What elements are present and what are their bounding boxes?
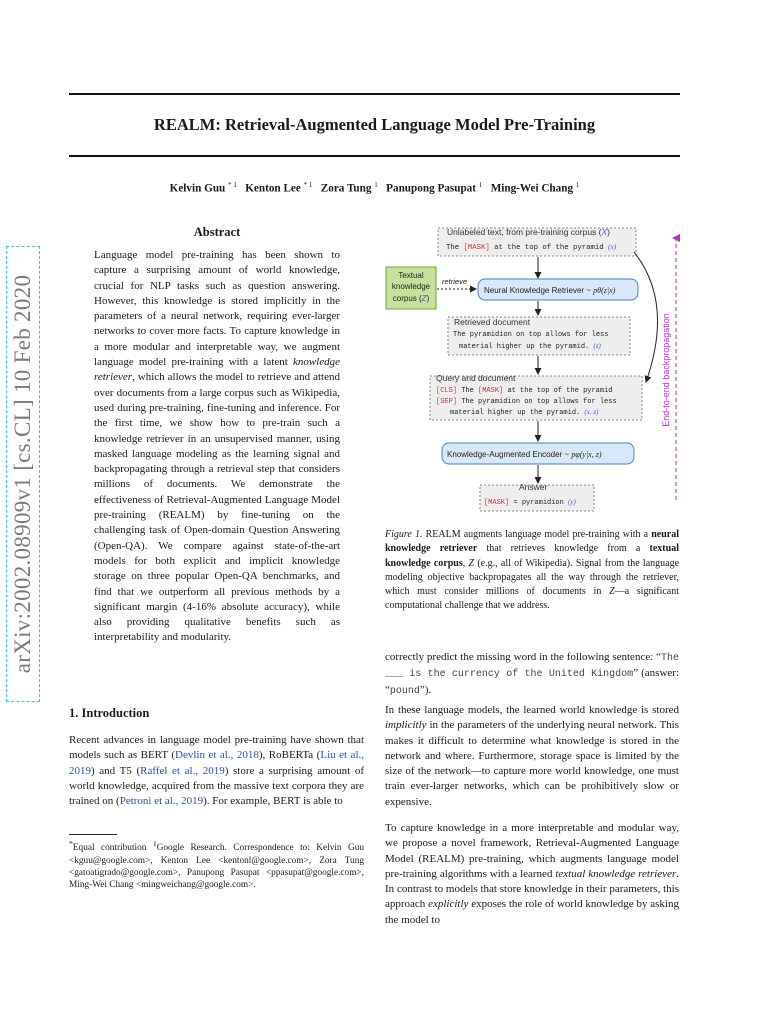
citation-link[interactable]: Devlin et al., 2018: [175, 749, 259, 762]
paragraph-text: To capture knowledge in a more interpretable and modular way, we propose a novel framework, Retrieval-Augmented Language Model (REALM) pre-training, which augments language model pre-training algorithms with a learned: [385, 822, 679, 880]
paragraph-text: exposes the role of world knowledge by asking the model to: [385, 898, 679, 926]
retrieved-document-label: Retrieved document: [454, 317, 531, 327]
footnote-mark: 1: [152, 839, 157, 848]
right-paragraph-1: [385, 650, 679, 699]
answer-label: Answer: [519, 482, 548, 492]
caption-variable: Z: [468, 557, 475, 569]
caption-text: —a significant computational challenge that we address.: [385, 586, 679, 612]
paragraph-text: ”).: [419, 683, 432, 696]
author-name: Ming-Wei Chang: [490, 182, 574, 195]
retrieve-label: retrieve: [442, 277, 468, 286]
author-name: Kenton Lee: [245, 182, 301, 195]
abstract-text-part: Language model pre-training has been shown to capture a surprising amount of world knowledge, crucial for NLP tasks such as question answering. However, this knowledge is stored implicitly in the parameters of a neural network, requiring ever-larger networks to cover more facts. To capture knowledge in a more modular and interpretable way, we augment language model pre-training with a latent: [94, 249, 340, 369]
caption-text: (e.g., all of Wikipedia). Signal from the language modeling objective backpropagates all the way through the retriever, which must consider millions of documents in: [385, 557, 680, 598]
paragraph-emphasis: implicitly: [385, 719, 427, 732]
title-bottom-rule: [69, 155, 680, 157]
caption-text: REALM augments language model pre-training with a: [422, 529, 652, 540]
paragraph-emphasis: textual knowledge retriever: [555, 867, 677, 880]
retriever-label: Neural Knowledge Retriever ~ pθ(z|x): [484, 286, 616, 295]
right-paragraph-2: [385, 703, 679, 810]
footnote: [69, 838, 364, 892]
intro-text: ), RoBERTa (: [258, 749, 321, 762]
abstract-heading: Abstract: [193, 225, 241, 239]
corpus-label-line: Textual: [398, 271, 424, 280]
author-affiliation-mark: 1: [374, 181, 378, 189]
right-paragraph-3: [385, 821, 679, 928]
answer-line: [MASK] = pyramidion (y): [484, 498, 576, 507]
intro-text: ) store a surprising amount of world knowledge, acquired from the massive text corpora they are trained on (: [69, 764, 364, 808]
figure-label: Figure 1.: [385, 529, 423, 540]
corpus-label-line: knowledge: [391, 282, 431, 291]
citation-link[interactable]: Raffel et al., 2019: [140, 764, 225, 777]
author-name: Zora Tung: [320, 182, 372, 195]
author-affiliation-mark: * 1: [303, 181, 313, 189]
abstract-text: [94, 248, 340, 646]
paragraph-text: correctly predict the missing word in the following sentence: “: [385, 651, 661, 663]
author-affiliation-mark: * 1: [228, 181, 237, 189]
caption-bold: neural knowledge retriever: [385, 529, 679, 555]
section-heading-introduction: 1. Introduction: [69, 706, 150, 720]
footnote-mark: *: [69, 839, 73, 848]
author-affiliation-mark: 1: [575, 181, 580, 189]
abstract-text-part: , which allows the model to retrieve and attend over documents from a large corpus such as Wikipedia, used during pre-training, fine-tuning and inference. For the first time, we show how to pre-train such a knowledge retriever in an unsupervised manner, using masked language modeling as the learning signal and backpropagating through a retrieval step that considers millions of documents. We demonstrate the effectiveness of Retrieval-Augmented Language Model pre-training (REALM) by fine-tuning on the challenging task of Open-domain Question Answering (Open-QA). We compare against state-of-the-art models for both explicit and implicit knowledge storage on three popular Open-QA benchmarks, and find that we outperform all previous methods by a significant margin (4-16% absolute accuracy), while also providing qualitative benefits such as interpretability and modularity.: [94, 371, 340, 644]
author-name: Kelvin Guu: [169, 182, 226, 195]
paper-title: REALM: Retrieval-Augmented Language Model Pre-Training: [153, 115, 596, 134]
query-document-label: Query and document: [436, 373, 516, 383]
intro-text: ) and T5 (: [91, 764, 141, 777]
unlabeled-text-label: Unlabeled text, from pre-training corpus (X): [447, 227, 611, 237]
intro-paragraph: [69, 733, 364, 809]
author-affiliation-mark: 1: [478, 181, 483, 189]
figure-1-diagram: [384, 222, 684, 518]
example-sentence: The ___ is the currency of the United Kingdom: [385, 653, 679, 681]
author-name: Panupong Pasupat: [386, 182, 477, 195]
citation-link[interactable]: Liu et al., 2019: [69, 749, 364, 777]
example-answer: pound: [389, 685, 420, 697]
corpus-label-line: corpus (Z): [392, 294, 430, 303]
caption-text: ,: [462, 557, 469, 569]
footnote-divider: [69, 834, 117, 835]
footnote-text: Google Research. Correspondence to: Kelvin Guu <kguu@google.com>, Kenton Lee <kentonl@google.com>, Zora Tung <gatoatigrado@google.com>, Panupong Pasupat <ppasupat@google.com>, Ming-Wei Chang <mingweichang@google.com>.: [69, 843, 364, 891]
caption-bold: textual knowledge corpus: [385, 543, 679, 569]
paragraph-text: ” (answer: “: [385, 667, 679, 696]
backpropagation-label: End-to-end backpropagation: [661, 313, 671, 427]
intro-text: ). For example, BERT is able to: [203, 795, 343, 808]
retrieved-document-line: material higher up the pyramid. (z): [459, 342, 601, 351]
input-to-query-arrow: [634, 252, 658, 382]
author-list: [69, 181, 680, 195]
arxiv-side-stamp[interactable]: [6, 246, 40, 702]
figure-caption: [385, 528, 679, 614]
caption-text: that retrieves knowledge from a: [477, 543, 650, 555]
query-line: [CLS] The [MASK] at the top of the pyramid: [436, 387, 613, 395]
abstract-emphasis: knowledge retriever: [94, 356, 340, 384]
footnote-text: Equal contribution: [72, 843, 153, 854]
retrieved-document-line: The pyramidion on top allows for less: [453, 331, 609, 339]
intro-text: Recent advances in language model pre-training have shown that models such as BERT (: [69, 734, 364, 762]
top-rule: [69, 93, 680, 95]
encoder-label: Knowledge-Augmented Encoder ~ pφ(y|x, z): [447, 450, 602, 459]
masked-sentence: The [MASK] at the top of the pyramid (x): [446, 242, 617, 252]
caption-variable: Z: [609, 586, 615, 598]
paragraph-text: In these language models, the learned world knowledge is stored: [385, 704, 679, 716]
query-line: material higher up the pyramid. (x, z): [450, 408, 599, 417]
query-line: [SEP] The pyramidion on top allows for less: [436, 398, 617, 406]
paragraph-emphasis: explicitly: [428, 898, 469, 911]
arxiv-identifier: arXiv:2002.08909v1 [cs.CL] 10 Feb 2020: [10, 274, 35, 674]
paragraph-text: . In contrast to models that store knowledge in their parameters, this approach: [385, 867, 679, 911]
citation-link[interactable]: Petroni et al., 2019: [119, 795, 204, 808]
paragraph-text: in the parameters of the underlying neural network. This makes it difficult to determine what knowledge is stored in the network and where. Furthermore, storage space is limited by the size of the network—to capture more world knowledge, one must train ever-larger networks, which can be prohibitively slow or expensive.: [385, 719, 679, 808]
